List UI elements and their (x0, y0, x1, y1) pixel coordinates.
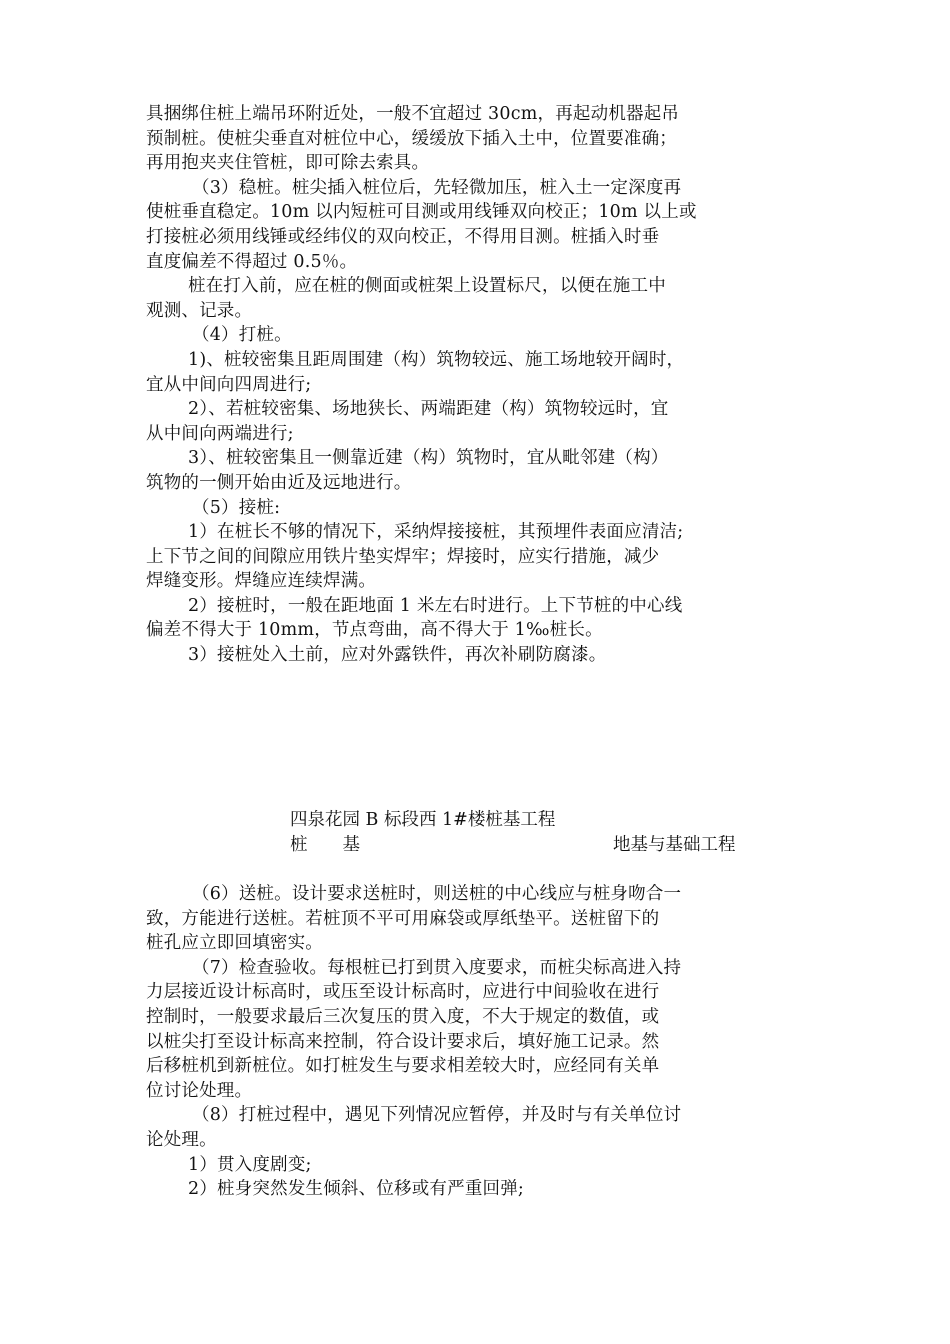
paragraph-line: 具捆绑住桩上端吊环附近处，一般不宜超过 30cm，再起动机器起吊 (146, 104, 680, 124)
header-right-label: 地基与基础工程 (613, 835, 736, 855)
paragraph-line: 以桩尖打至设计标高来控制，符合设计要求后，填好施工记录。然 (146, 1031, 660, 1052)
paragraph-line: 焊缝变形。焊缝应连续焊满。 (146, 571, 377, 592)
paragraph-line: （4）打桩。 (192, 325, 292, 346)
paragraph-line: 桩孔应立即回填密实。 (146, 933, 323, 954)
paragraph-line: 后移桩机到新桩位。如打桩发生与要求相差较大时，应经同有关单 (146, 1056, 660, 1077)
paragraph-line: 2）桩身突然发生倾斜、位移或有严重回弹; (188, 1179, 525, 1200)
paragraph-line: 桩在打入前，应在桩的侧面或桩架上设置标尺，以便在施工中 (188, 276, 666, 297)
paragraph-line: 再用抱夹夹住管桩，即可除去索具。 (146, 153, 430, 174)
paragraph-line: 2）、若桩较密集、场地狭长、两端距建（构）筑物较远时，宜 (188, 399, 669, 420)
paragraph-line: 力层接近设计标高时，或压至设计标高时，应进行中间验收在进行 (146, 982, 660, 1003)
paragraph-line: 从中间向两端进行; (146, 423, 294, 444)
paragraph-line: 筑物的一侧开始由近及远地进行。 (146, 472, 412, 493)
paragraph-line: 直度偏差不得超过 0.5％。 (146, 251, 358, 272)
body-text-section-1 (146, 102, 822, 668)
body-text-section-2 (146, 882, 822, 1202)
project-title: 四泉花园 B 标段西 1#楼桩基工程 (290, 810, 556, 830)
paragraph-line: 1)、桩较密集且距周围建（构）筑物较远、施工场地较开阔时， (188, 349, 685, 370)
paragraph-line: （8）打桩过程中，遇见下列情况应暂停，并及时与有关单位讨 (192, 1105, 682, 1126)
paragraph-line: 位讨论处理。 (146, 1080, 253, 1101)
paragraph-line: （6）送桩。设计要求送桩时，则送桩的中心线应与桩身吻合一 (192, 884, 682, 904)
paragraph-line: 打接桩必须用线锤或经纬仪的双向校正，不得用目测。桩插入时垂 (146, 226, 660, 247)
paragraph-line: 控制时，一般要求最后三次复压的贯入度，不大于规定的数值，或 (146, 1006, 660, 1027)
paragraph-line: 2）接桩时，一般在距地面 1 米左右时进行。上下节桩的中心线 (188, 595, 683, 616)
paragraph-line: 致，方能进行送桩。若桩顶不平可用麻袋或厚纸垫平。送桩留下的 (146, 908, 660, 929)
paragraph-line: （7）检查验收。每根桩已打到贯入度要求，而桩尖标高进入持 (192, 957, 682, 978)
paragraph-line: （5）接桩: (192, 497, 281, 518)
header-left-label: 桩 基 (290, 835, 360, 855)
paragraph-line: 宜从中间向四周进行; (146, 374, 312, 395)
paragraph-line: 1）在桩长不够的情况下，采纳焊接接桩，其预埋件表面应清洁; (188, 522, 684, 543)
paragraph-line: 3）、桩较密集且一侧靠近建（构）筑物时，宜从毗邻建（构） (188, 448, 669, 469)
paragraph-line: 论处理。 (146, 1129, 217, 1150)
paragraph-line: 1）贯入度剧变; (188, 1154, 312, 1175)
paragraph-line: 上下节之间的间隙应用铁片垫实焊牢；焊接时，应实行措施，减少 (146, 546, 660, 567)
paragraph-line: 偏差不得大于 10mm，节点弯曲，高不得大于 1‰桩长。 (146, 620, 603, 641)
paragraph-line: （3）稳桩。桩尖插入桩位后，先轻微加压，桩入土一定深度再 (192, 177, 682, 198)
paragraph-line: 3）接桩处入土前，应对外露铁件，再次补刷防腐漆。 (188, 645, 607, 666)
paragraph-line: 观测、记录。 (146, 300, 253, 321)
paragraph-line: 使桩垂直稳定。10m 以内短桩可目测或用线锤双向校正；10m 以上或 (146, 202, 697, 223)
paragraph-line: 预制桩。使桩尖垂直对桩位中心，缓缓放下插入土中，位置要准确； (146, 128, 677, 149)
